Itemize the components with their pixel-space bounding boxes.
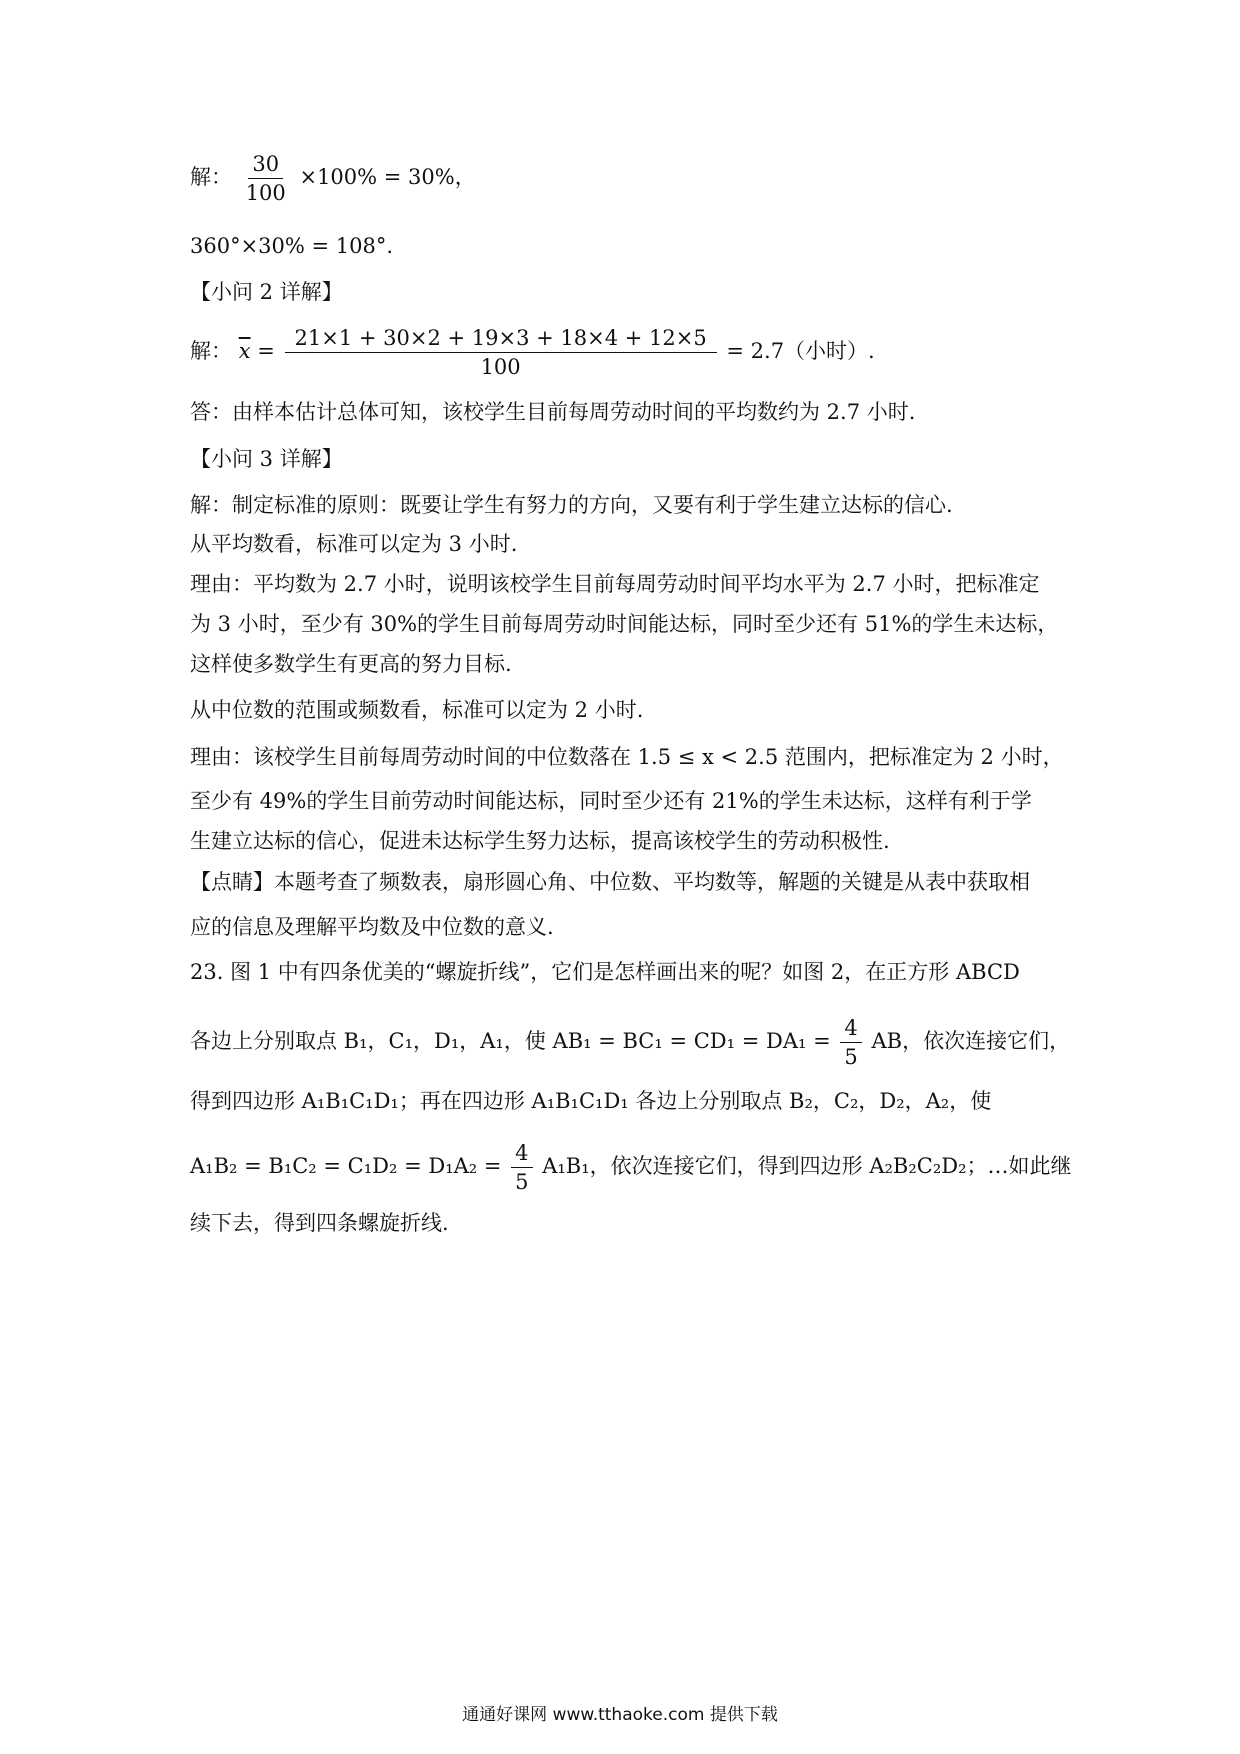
q3-line: 从平均数看，标准可以定为 3 小时. <box>190 532 518 556</box>
q2-heading: 【小问 2 详解】 <box>190 280 343 304</box>
q23-line-5: 续下去，得到四条螺旋折线. <box>190 1211 449 1235</box>
q2-numerator: 21×1 + 30×2 + 19×3 + 18×4 + 12×5 <box>285 326 717 353</box>
q23-fraction-1-den: 5 <box>844 1045 858 1069</box>
q3-line: 理由：平均数为 2.7 小时，说明该校学生目前每周劳动时间平均水平为 2.7 小时，把标准定 <box>190 572 1040 596</box>
q2-fraction <box>285 326 717 379</box>
q3-line: 至少有 49%的学生目前劳动时间能达标，同时至少还有 21%的学生未达标，这样有利于学 <box>190 789 1032 813</box>
q1-prefix: 解： <box>190 165 232 189</box>
q23-line-2 <box>190 1016 1070 1069</box>
q1-numerator: 30 <box>248 152 283 179</box>
q3-line: 为 3 小时，至少有 30%的学生目前每周劳动时间能达标，同时至少还有 51%的学生未达标， <box>190 612 1059 636</box>
q3-line: 解：制定标准的原则：既要让学生有努力的方向，又要有利于学生建立达标的信心. <box>190 493 953 517</box>
q3-line: 生建立达标的信心，促进未达标学生努力达标，提高该校学生的劳动积极性. <box>190 829 890 853</box>
q23-line-4-b: A₁B₁，依次连接它们，得到四边形 A₂B₂C₂D₂；…如此继 <box>542 1154 1072 1178</box>
q23-line-2-a: 各边上分别取点 B₁，C₁，D₁，A₁，使 AB₁ = BC₁ = CD₁ = DA₁ = <box>190 1029 831 1053</box>
q23-fraction-2 <box>511 1141 532 1194</box>
q2-eq: = <box>257 339 275 363</box>
comment-line: 【点睛】本题考查了频数表，扇形圆心角、中位数、平均数等，解题的关键是从表中获取相 <box>190 870 1030 894</box>
q1-angle: 360°×30% = 108°. <box>190 234 394 258</box>
q23-line-2-b: AB，依次连接它们， <box>871 1029 1071 1053</box>
q2-answer: 答：由样本估计总体可知，该校学生目前每周劳动时间的平均数约为 2.7 小时. <box>190 400 916 424</box>
q3-line: 这样使多数学生有更高的努力目标. <box>190 652 512 676</box>
q3-line: 理由：该校学生目前每周劳动时间的中位数落在 1.5 ≤ x < 2.5 范围内，把标准定为 2 小时， <box>190 745 1064 769</box>
q1-calc-line <box>190 152 476 205</box>
q23-line-1: 23. 图 1 中有四条优美的“螺旋折线”，它们是怎样画出来的呢？如图 2，在正方形 ABCD <box>190 960 1020 984</box>
q3-heading: 【小问 3 详解】 <box>190 447 343 471</box>
q23-line-3: 得到四边形 A₁B₁C₁D₁；再在四边形 A₁B₁C₁D₁ 各边上分别取点 B₂，C₂，D₂，A₂，使 <box>190 1089 992 1113</box>
q23-fraction-2-num: 4 <box>511 1141 532 1168</box>
q1-rest: ×100% = 30%， <box>299 165 476 189</box>
q3-line: 从中位数的范围或频数看，标准可以定为 2 小时. <box>190 698 644 722</box>
q23-line-4 <box>190 1141 1072 1194</box>
comment-line: 应的信息及理解平均数及中位数的意义. <box>190 915 554 939</box>
q2-prefix: 解： <box>190 339 232 363</box>
q23-fraction-1 <box>840 1016 861 1069</box>
q2-rest: = 2.7（小时）. <box>726 339 875 363</box>
q1-fraction <box>242 152 290 205</box>
footer: 通通好课网 www.tthaoke.com 提供下载 <box>462 1705 778 1725</box>
q2-calc-line <box>190 326 875 379</box>
q1-denominator: 100 <box>245 181 286 205</box>
q23-fraction-1-num: 4 <box>840 1016 861 1043</box>
q23-fraction-2-den: 5 <box>515 1170 529 1194</box>
q2-denominator: 100 <box>480 355 521 379</box>
q2-mean-var: $\overline{x}$ <box>238 339 251 363</box>
q23-line-4-a: A₁B₂ = B₁C₂ = C₁D₂ = D₁A₂ = <box>190 1154 502 1178</box>
